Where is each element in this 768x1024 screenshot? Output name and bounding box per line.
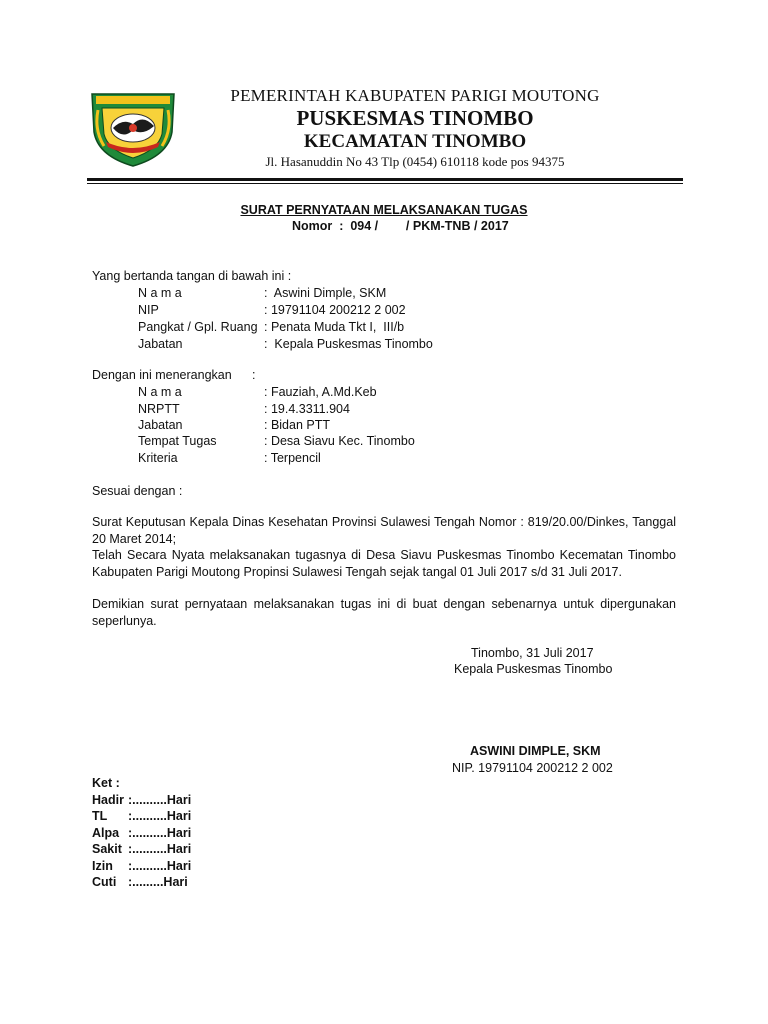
notes-row-value: :..........Hari: [128, 809, 192, 823]
declare-colon: :: [252, 368, 256, 382]
subject-value: : Terpencil: [264, 451, 321, 465]
regency-emblem-logo: [88, 84, 178, 168]
signer-label: Pangkat / Gpl. Ruang: [138, 320, 258, 334]
subject-value: : Desa Siavu Kec. Tinombo: [264, 434, 415, 448]
signer-position: Kepala Puskesmas Tinombo: [454, 662, 613, 676]
subject-label: N a m a: [138, 385, 182, 399]
notes-label: Ket :: [92, 776, 120, 790]
subject-value: : Fauziah, A.Md.Keb: [264, 385, 377, 399]
declare-label: Dengan ini menerangkan: [92, 368, 232, 382]
letterhead-divider-thin: [87, 183, 683, 184]
notes-row-value: :..........Hari: [128, 842, 192, 856]
subject-label: NRPTT: [138, 402, 180, 416]
notes-row-label: Sakit: [92, 842, 122, 856]
notes-row-label: Izin: [92, 859, 113, 873]
notes-row-value: :..........Hari: [128, 793, 192, 807]
notes-row-label: Hadir: [92, 793, 124, 807]
notes-row-label: TL: [92, 809, 108, 823]
signer-value: : Kepala Puskesmas Tinombo: [264, 337, 433, 351]
place-date: Tinombo, 31 Juli 2017: [471, 646, 594, 660]
subject-value: : 19.4.3311.904: [264, 402, 350, 416]
intro-text: Yang bertanda tangan di bawah ini :: [92, 269, 292, 283]
subject-label: Tempat Tugas: [138, 434, 217, 448]
subject-label: Jabatan: [138, 418, 183, 432]
signer-nip: NIP. 19791104 200212 2 002: [452, 761, 613, 775]
according-to-label: Sesuai dengan :: [92, 484, 183, 498]
subject-value: : Bidan PTT: [264, 418, 330, 432]
letterhead-address: Jl. Hasanuddin No 43 Tlp (0454) 610118 kode pos 94375: [265, 154, 565, 169]
notes-row-label: Cuti: [92, 875, 117, 889]
notes-row-value: :..........Hari: [128, 859, 192, 873]
closing-paragraph: Demikian surat pernyataan melaksanakan tugas ini di buat dengan sebenarnya untuk dipergunakan seperlunya.: [92, 597, 676, 628]
notes-row-value: :.........Hari: [128, 875, 188, 889]
signer-label: N a m a: [138, 286, 182, 300]
subject-label: Kriteria: [138, 451, 178, 465]
letter-number: Nomor : 094 / / PKM-TNB / 2017: [292, 219, 509, 233]
signer-value: : 19791104 200212 2 002: [264, 303, 406, 317]
letterhead-district: KECAMATAN TINOMBO: [303, 131, 527, 152]
letterhead: [180, 86, 650, 171]
signer-value: : Penata Muda Tkt I, III/b: [264, 320, 405, 334]
signer-value: : Aswini Dimple, SKM: [264, 286, 387, 300]
decree-paragraph: Surat Keputusan Kepala Dinas Kesehatan Provinsi Sulawesi Tengah Nomor : 819/20.00/Dinkes, Tanggal 20 Maret 2014;: [92, 515, 676, 546]
letterhead-institution: PUSKESMAS TINOMBO: [296, 106, 534, 130]
letter-title: SURAT PERNYATAAN MELAKSANAKAN TUGAS: [240, 203, 528, 217]
signer-label: NIP: [138, 303, 159, 317]
duty-paragraph: Telah Secara Nyata melaksanakan tugasnya di Desa Siavu Puskesmas Tinombo Kecematan Tinombo Kabupaten Parigi Moutong Propinsi Sulawesi Tengah sejak tangal 01 Juli 2017 s/d 31 Juli 2017.: [92, 548, 676, 579]
notes-row-value: :..........Hari: [128, 826, 192, 840]
signer-label: Jabatan: [138, 337, 183, 351]
notes-row-label: Alpa: [92, 826, 120, 840]
letterhead-divider: [87, 178, 683, 181]
signer-name: ASWINI DIMPLE, SKM: [470, 744, 601, 758]
letterhead-government: PEMERINTAH KABUPATEN PARIGI MOUTONG: [230, 86, 600, 105]
